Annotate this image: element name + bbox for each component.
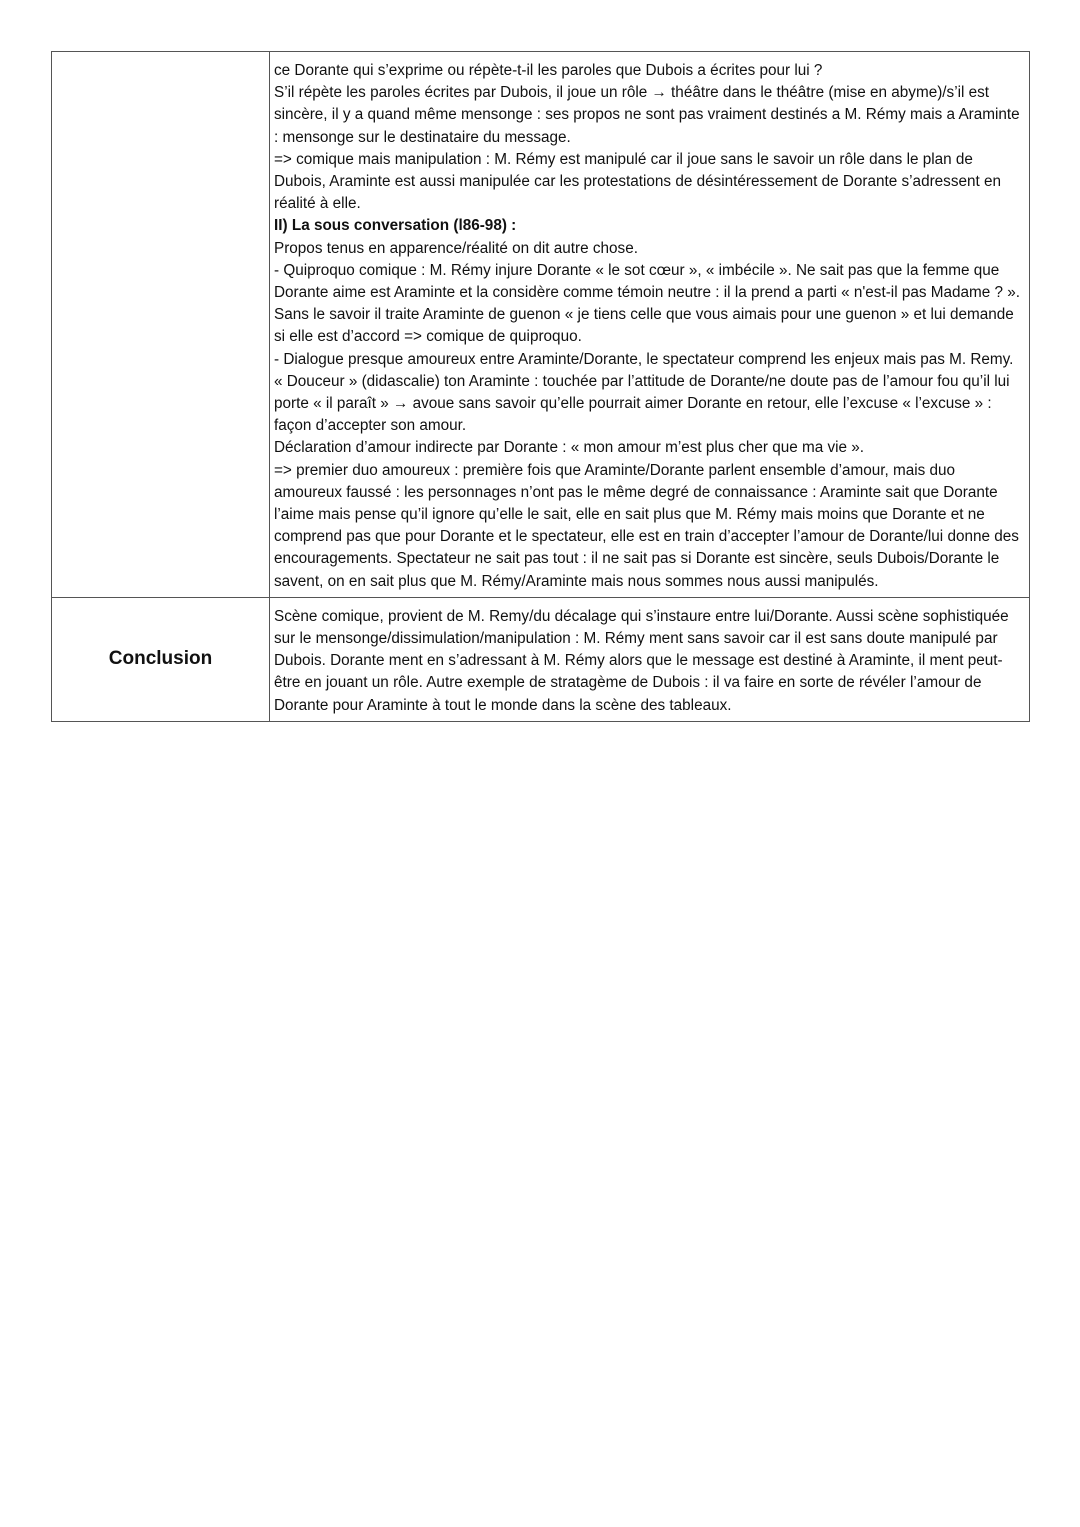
paragraph: => premier duo amoureux : première fois que Araminte/Dorante parlent ensemble d’amour, mais duo amoureux faussé : les personnages n’ont pas le même degré de connaissance : Araminte sait que Dorante l’aime mais pense qu’il ignore qu’elle le sait, elle en sait plus que M. Rémy mais moins que Dorante et ne comprend pas que pour Dorante et le spectateur, elle est en train d’accepter l’amour de Dorante/lui donne des encouragements. Spectateur ne sait pas tout : il ne sait pas si Dorante est sincère, seuls Dubois/Dorante le savent, on en sait plus que M. Rémy/Araminte mais nous sommes nous aussi manipulés. xyxy=(274,461,1019,590)
row-label-cell xyxy=(52,597,270,721)
paragraph: Scène comique, provient de M. Remy/du décalage qui s’instaure entre lui/Dorante. Aussi scène sophistiquée sur le mensonge/dissimulation/manipulation : M. Rémy ment sans savoir car il est sans doute manipulé par Dubois. Dorante ment en s’adressant à M. Rémy alors que le message est destiné à Araminte, il ment peut-être en jouant un rôle. Autre exemple de stratagème de Dubois : il va faire en sorte de révéler l’amour de Dorante pour Araminte à tout le monde dans la scène des tableaux. xyxy=(274,607,1009,714)
paragraph: => comique mais manipulation : M. Rémy est manipulé car il joue sans le savoir un rôle dans le plan de Dubois, Araminte est aussi manipulée car les protestations de désintéressement de Dorante s’adressent en réalité à elle. xyxy=(274,150,1001,213)
paragraph: Propos tenus en apparence/réalité on dit autre chose. xyxy=(274,239,638,257)
paragraph: Déclaration d’amour indirecte par Dorante : « mon amour m’est plus cher que ma vie ». xyxy=(274,439,865,457)
paragraph: ce Dorante qui s’exprime ou répète-t-il les paroles que Dubois a écrites pour lui ? xyxy=(274,62,823,79)
table-row-conclusion xyxy=(52,597,1030,721)
paragraph: S’il répète les paroles écrites par Dubois, il joue un rôle → théâtre dans le théâtre (mise en abyme)/s’il est sincère, il y a quand même mensonge : ses propos ne sont pas vraiment destinés a M. Rémy mais a Araminte : mensonge sur le destinataire du message. xyxy=(274,84,1020,146)
commentary-table xyxy=(51,51,1030,722)
analysis-text xyxy=(270,52,1029,597)
row-body-cell xyxy=(270,597,1030,721)
conclusion-text xyxy=(270,598,1029,721)
paragraph: - Quiproquo comique : M. Rémy injure Dorante « le sot cœur », « imbécile ». Ne sait pas que la femme que Dorante aime est Araminte et la considère comme témoin neutre : il la prend a parti « n'est-il pas Madame ? ». Sans le savoir il traite Araminte de guenon « je tiens celle que vous aimais pour une guenon » et lui demande si elle est d’accord => comique de quiproquo. xyxy=(274,261,1021,346)
row-label-cell xyxy=(52,52,270,598)
paragraph: - Dialogue presque amoureux entre Araminte/Dorante, le spectateur comprend les enjeux mais pas M. Remy. « Douceur » (didascalie) ton Araminte : touchée par l’attitude de Dorante/ne doute pas de l’amour fou qu’il lui porte « il paraît » → avoue sans savoir qu’elle pourrait aimer Dorante en retour, elle l’excuse « l’excuse » : façon d’accepter son amour. xyxy=(274,350,1014,435)
table-row-analysis xyxy=(52,52,1030,598)
conclusion-label: Conclusion xyxy=(108,648,213,670)
section-heading: II) La sous conversation (l86-98) : xyxy=(274,217,517,235)
row-body-cell xyxy=(270,52,1030,598)
